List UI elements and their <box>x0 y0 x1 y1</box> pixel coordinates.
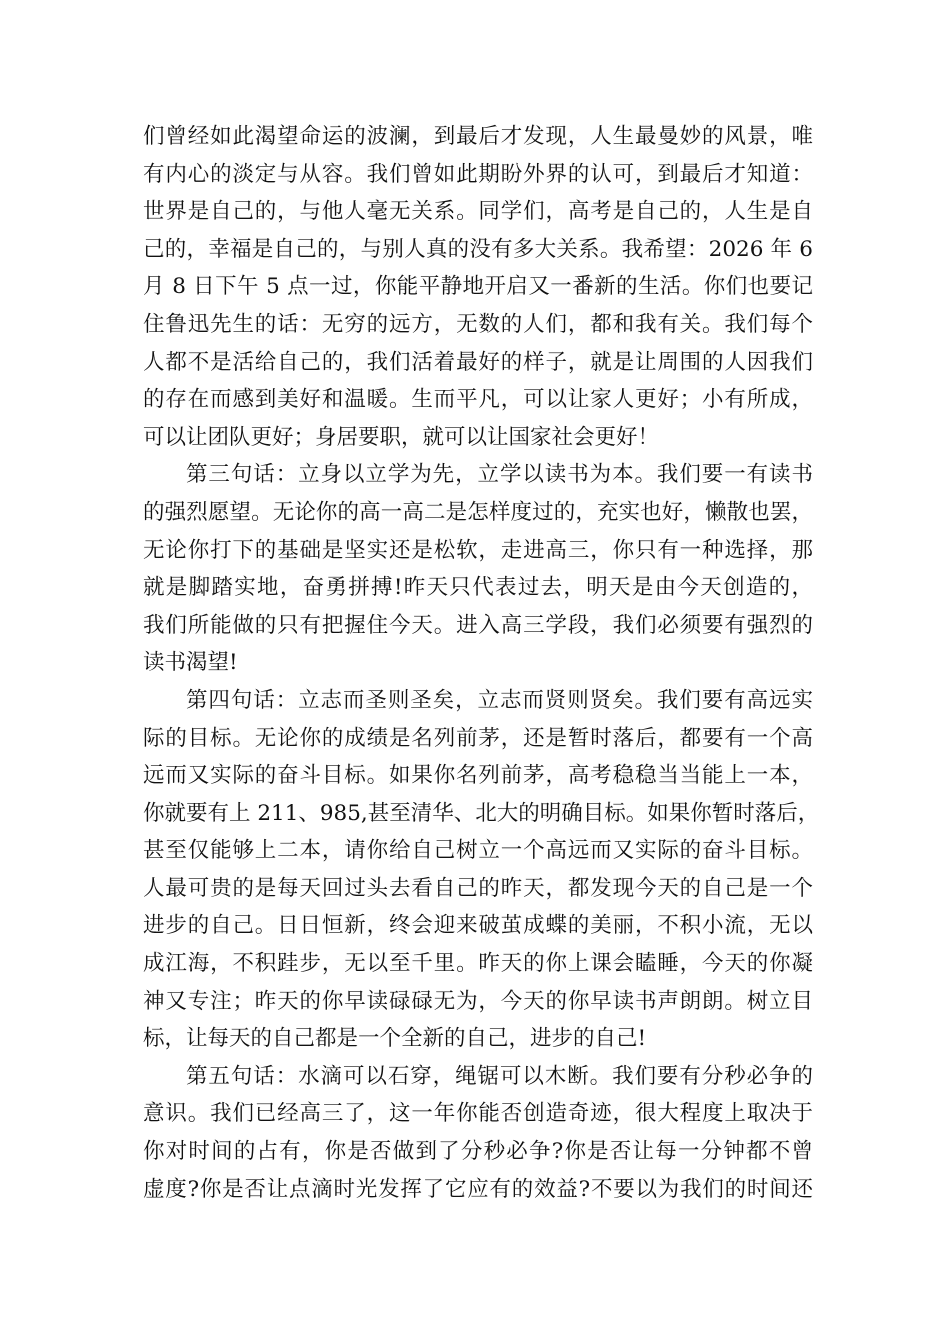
text-line: 我们所能做的只有把握住今天。进入高三学段，我们必须要有强烈的 <box>143 612 813 638</box>
text-line: 们曾经如此渴望命运的波澜，到最后才发现，人生最曼妙的风景，唯 <box>143 124 813 149</box>
text-line: 的存在而感到美好和温暖。生而平凡，可以让家人更好；小有所成， <box>143 387 813 413</box>
text-line: 读书渴望! <box>143 650 238 676</box>
text-line: 住鲁迅先生的话：无穷的远方，无数的人们，都和我有关。我们每个 <box>143 311 813 337</box>
text-line: 虚度?你是否让点滴时光发挥了它应有的效益?不要以为我们的时间还 <box>143 1176 813 1202</box>
text-line: 成江海，不积跬步，无以至千里。昨天的你上课会瞌睡，今天的你凝 <box>143 951 813 977</box>
text-line: 无论你打下的基础是坚实还是松软，走进高三，你只有一种选择，那 <box>143 537 813 563</box>
text-line: 你对时间的占有，你是否做到了分秒必争?你是否让每一分钟都不曾 <box>143 1139 813 1165</box>
text-line: 人都不是活给自己的，我们活着最好的样子，就是让周围的人因我们 <box>143 349 813 375</box>
text-line: 就是脚踏实地，奋勇拼搏!昨天只代表过去，明天是由今天创造的， <box>143 575 813 601</box>
paragraph-start-line: 第四句话：立志而圣则圣矣，立志而贤则贤矣。我们要有高远实 <box>186 687 813 713</box>
text-line: 甚至仅能够上二本，请你给自己树立一个高远而又实际的奋斗目标。 <box>143 838 813 864</box>
text-line: 意识。我们已经高三了，这一年你能否创造奇迹，很大程度上取决于 <box>143 1101 813 1127</box>
text-line: 你就要有上 211、985,甚至清华、北大的明确目标。如果你暂时落后， <box>143 800 820 826</box>
text-line: 世界是自己的，与他人毫无关系。同学们，高考是自己的，人生是自 <box>143 199 813 225</box>
text-line: 际的目标。无论你的成绩是名列前茅，还是暂时落后，都要有一个高 <box>143 725 813 751</box>
text-line: 己的，幸福是自己的，与别人真的没有多大关系。我希望：2026 年 6 <box>143 236 813 262</box>
text-line: 进步的自己。日日恒新，终会迎来破茧成蝶的美丽，不积小流，无以 <box>143 913 813 939</box>
document-body <box>143 118 820 1208</box>
paragraph-start-line: 第三句话：立身以立学为先，立学以读书为本。我们要一有读书 <box>186 462 813 488</box>
text-line: 远而又实际的奋斗目标。如果你名列前茅，高考稳稳当当能上一本， <box>143 763 813 789</box>
text-line: 神又专注；昨天的你早读碌碌无为，今天的你早读书声朗朗。树立目 <box>143 988 813 1014</box>
text-line: 可以让团队更好；身居要职，就可以让国家社会更好！ <box>143 424 660 450</box>
text-line: 月 8 日下午 5 点一过，你能平静地开启又一番新的生活。你们也要记 <box>143 274 813 300</box>
text-line: 的强烈愿望。无论你的高一高二是怎样度过的，充实也好，懒散也罢， <box>143 499 813 525</box>
text-line: 人最可贵的是每天回过头去看自己的昨天，都发现今天的自己是一个 <box>143 875 813 901</box>
text-line: 有内心的淡定与从容。我们曾如此期盼外界的认可，到最后才知道： <box>143 161 813 187</box>
paragraph-start-line: 第五句话：水滴可以石穿，绳锯可以木断。我们要有分秒必争的 <box>186 1063 813 1089</box>
text-line: 标，让每天的自己都是一个全新的自己，进步的自己! <box>143 1026 647 1052</box>
